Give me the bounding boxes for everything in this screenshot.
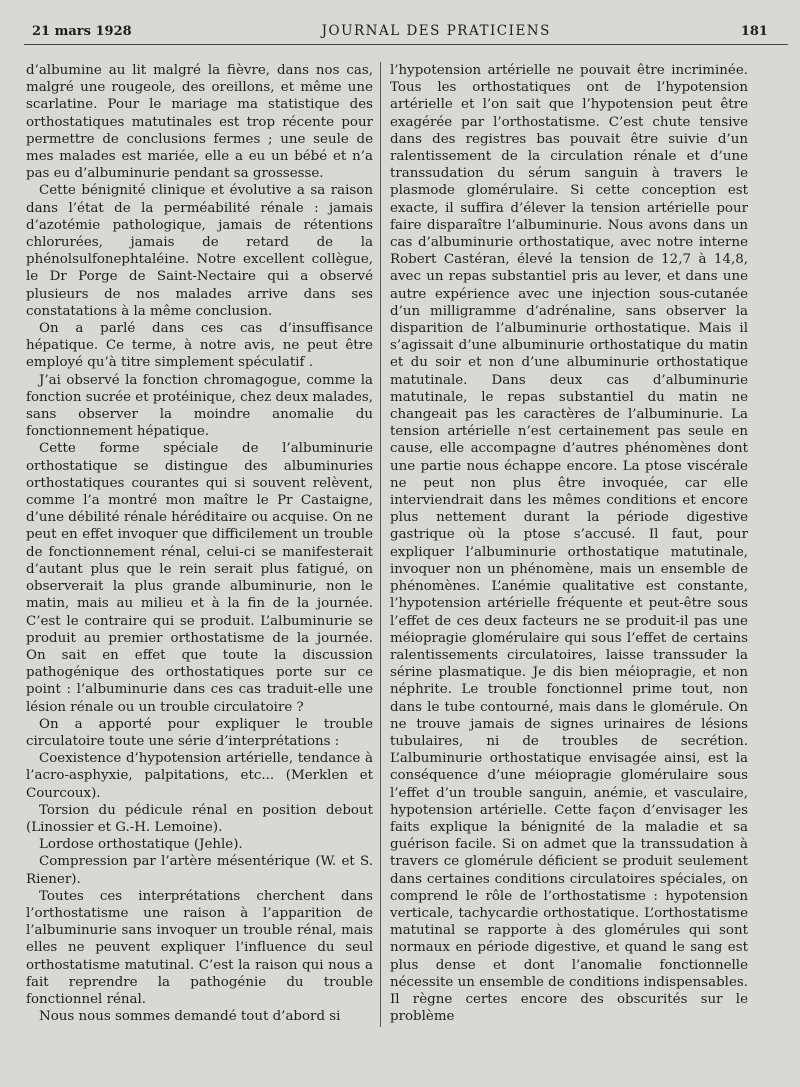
right-column (390, 62, 748, 1065)
left-column (26, 62, 373, 1065)
paragraph: Coexistence d’hypotension artérielle, tendance à l’acro-asphyxie, palpitations, etc... (Merklen et Courcoux). (26, 751, 373, 801)
paragraph: Cette forme spéciale de l’albuminurie orthostatique se distingue des albuminuries orthostatiques courantes qui si souvent relèvent, comme l’a montré mon maître le Pr Castaigne, d’une débilité rénale héréditaire ou acquise. On ne peut en effet invoquer que difficilement un trouble de fonctionnement rénal, celui-ci se manifesterait d’autant plus que le rein serait plus fatigué, on observerait la plus grande albuminurie, non le matin, mais au milieu et à la fin de la journée. C’est le contraire qui se produit. L’albuminurie se produit au premier orthostatisme de la journée. On sait en effet que toute la discussion pathogénique des orthostatiques porte sur ce point : l’albuminurie dans ces cas traduit-elle une lésion rénale ou un trouble circulatoire ? (26, 441, 373, 715)
paragraph: Cette bénignité clinique et évolutive a sa raison dans l’état de la perméabilité rénale : jamais d’azotémie pathologique, jamais de rétentions chlorurées, jamais de retard de la phénolsulfonephtaléine. Notre excellent collègue, le Dr Porge de Saint-Nectaire qui a observé plusieurs de nos malades arrive dans ses constatations à la même conclusion. (26, 183, 373, 319)
paragraph: On a apporté pour expliquer le trouble circulatoire toute une série d’interprétations : (26, 716, 373, 749)
paragraph: On a parlé dans ces cas d’insuffisance hépatique. Ce terme, à notre avis, ne peut être employé qu’à titre simplement spéculatif . (26, 321, 373, 371)
issue-date: 21 mars 1928 (32, 23, 132, 39)
paragraph: Nous nous sommes demandé tout d’abord si (39, 1009, 341, 1025)
paragraph: Compression par l’artère mésentérique (W. et S. Riener). (26, 854, 373, 887)
journal-title: JOURNAL DES PRATICIENS (321, 23, 551, 39)
paragraph: Torsion du pédicule rénal en position debout (Linossier et G.-H. Lemoine). (26, 802, 373, 835)
column-divider (380, 62, 381, 1027)
page-number: 181 (740, 23, 768, 39)
paragraph: Toutes ces interprétations cherchent dans l’orthostatisme une raison à l’apparition de l’albuminurie sans invoquer un trouble rénal, mais elles ne peuvent expliquer l’influence du seul orthostatisme matutinal. C’est la raison qui nous a fait reprendre la pathogénie du trouble fonctionnel rénal. (26, 888, 373, 1007)
page-header (32, 20, 768, 42)
paragraph: l’hypotension artérielle ne pouvait être incriminée. Tous les orthostatiques ont de l’hypotension artérielle et l’on sait que l’hypotension peut être exagérée par l’orthostatisme. C’est chute tensive dans des registres bas pouvait être suivie d’un ralentissement de la circulation rénale et d’une transsudation du sérum sanguin à travers le plasmode glomérulaire. Si cette conception est exacte, il suffira d’élever la tension artérielle pour faire disparaître l’albuminurie. Nous avons dans un cas d’albuminurie orthostatique, avec notre interne Robert Castéran, élevé la tension de 12,7 à 14,8, avec un repas substantiel pris au lever, et dans une autre expérience avec une injection sous-cutanée d’un milligramme d’adrénaline, sans observer la disparition de l’albuminurie orthostatique. Mais il s’agissait d’une albuminurie orthostatique du matin et du soir et non d’une albuminurie orthostatique matutinale. Dans deux cas d’albuminurie matutinale, le repas substantiel du matin ne changeait pas les caractères de l’albuminurie. La tension artérielle n’est certainement pas seule en cause, elle accompagne d’autres phénomènes dont une partie nous échappe encore. La ptose viscérale ne peut non plus être invoquée, car elle interviendrait dans les mêmes conditions et encore plus nettement durant la période digestive gastrique où la ptose s’accusé. Il faut, pour expliquer l’albuminurie orthostatique matutinale, invoquer non un phénomène, mais un ensemble de phénomènes. L’anémie qualitative est constante, l’hypotension artérielle fréquente et peut-être sous l’effet de ces deux facteurs ne se produit-il pas une méiopragie glomérulaire qui sous l’effet de certains ralentissements circulatoires, laisse transsuder la sérine plasmatique. Je dis bien méiopragie, et non néphrite. Le trouble fonctionnel prime tout, non dans le tube contourné, mais dans le glomérule. On ne trouve jamais de signes urinaires de lésions tubulaires, ni de troubles de secrétion. L’albuminurie orthostatique envisagée ainsi, est la conséquence d’une méiopragie glomérulaire sous l’effet d’un trouble sanguin, anémie, et vasculaire, hypotension artérielle. Cette façon d’envisager les faits explique la bénignité de la maladie et sa guérison facile. Si on admet que la transsudation à travers ce glomérule déficient se produit seulement dans certaines conditions circulatoires spéciales, on comprend le rôle de l’orthostatisme : hypotension verticale, tachycardie orthostatique. L’orthostatisme matutinal se rapporte à des glomérules qui sont normaux en période digestive, et quand le sang est plus dense et dont l’anomalie fonctionnelle nécessite un ensemble de conditions indispensables. Il règne certes encore des obscurités sur le problème (390, 63, 748, 1025)
paragraph: J’ai observé la fonction chromagogue, comme la fonction sucrée et protéinique, chez deux malades, sans observer la moindre anomalie du fonctionnement hépatique. (26, 372, 373, 440)
paragraph: Lordose orthostatique (Jehle). (39, 837, 243, 853)
header-rule (24, 44, 788, 45)
paragraph: d’albumine au lit malgré la fièvre, dans nos cas, malgré une rougeole, des oreillons, et même une scarlatine. Pour le mariage ma statistique des orthostatiques matutinales est trop récente pour permettre de conclusions fermes ; une seule de mes malades est mariée, elle a eu un bébé et n’a pas eu d’albuminurie pendant sa grossesse. (26, 63, 373, 182)
